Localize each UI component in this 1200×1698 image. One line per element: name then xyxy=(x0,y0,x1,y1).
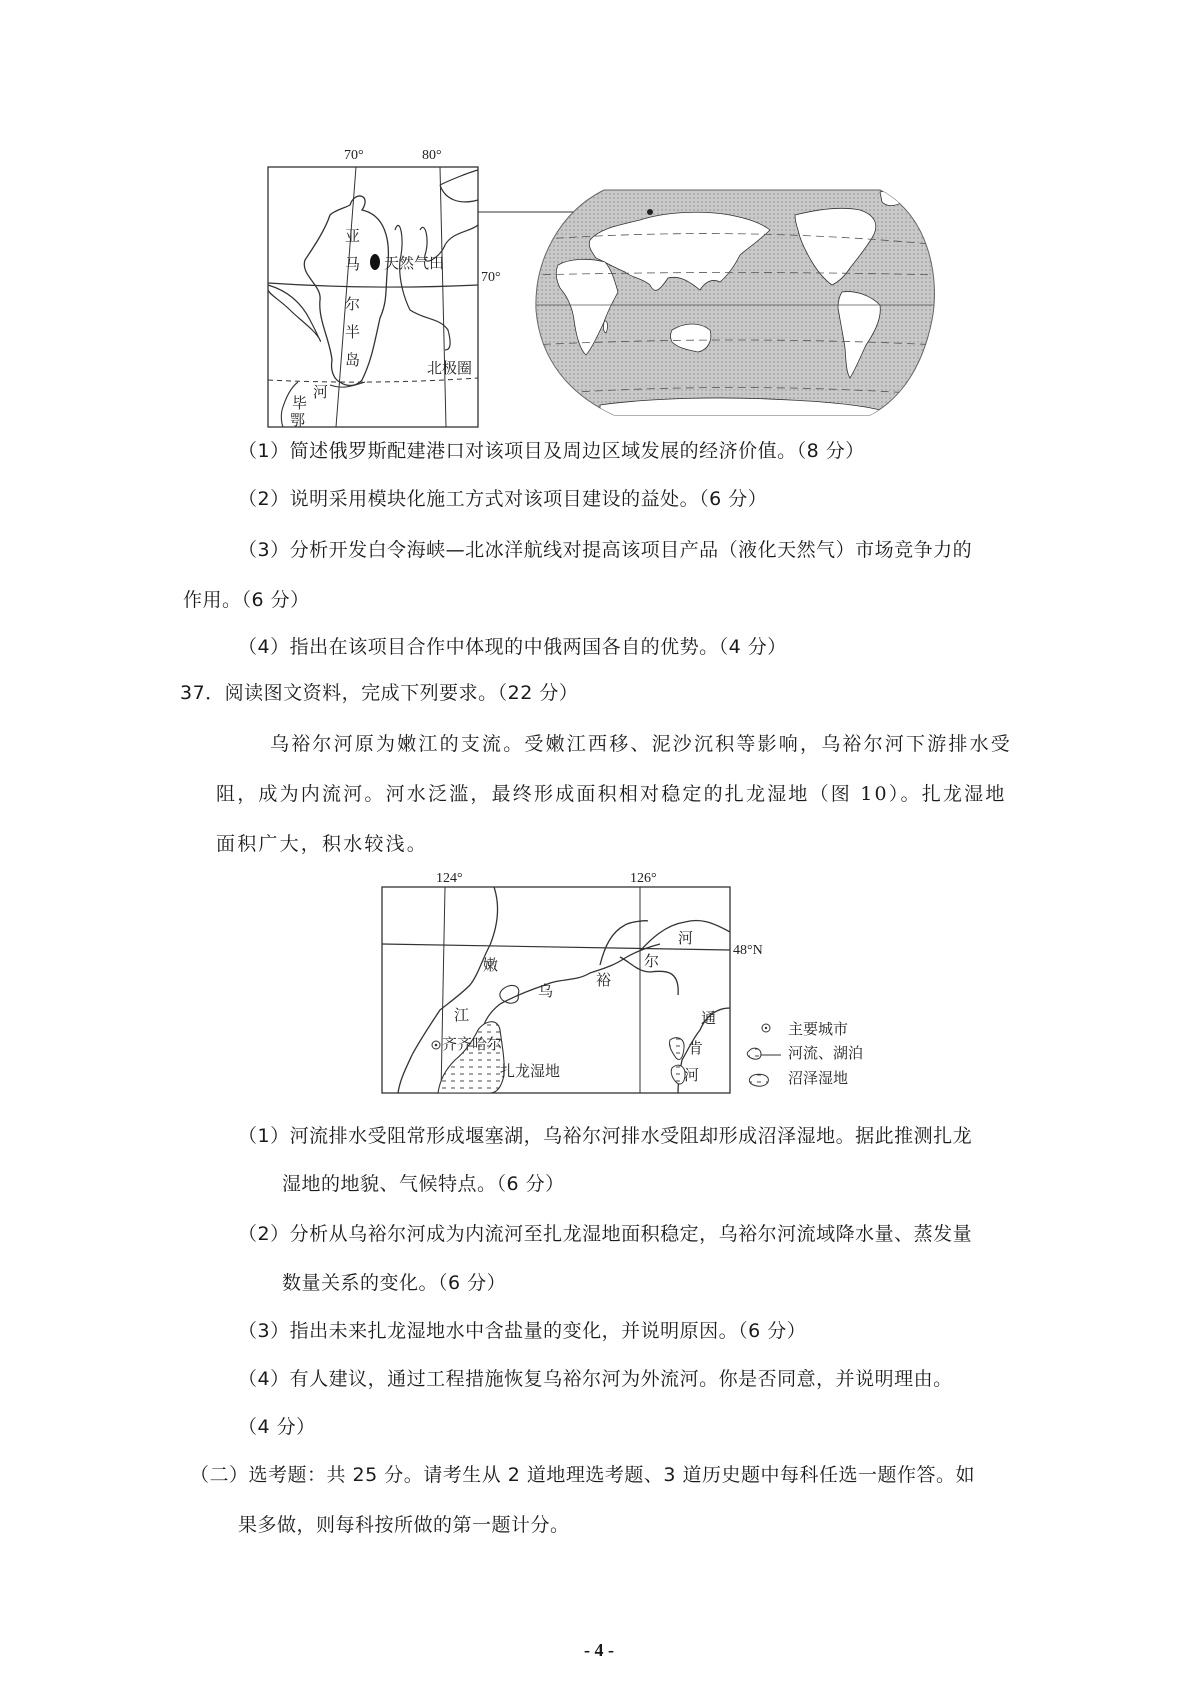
fig10-lon-124: 124° xyxy=(436,871,463,886)
river-label-e: 鄂 xyxy=(290,411,306,429)
q37-para-line3: 面积广大，积水较浅。 xyxy=(216,833,429,855)
legend-river-lake-icon xyxy=(745,1046,785,1064)
q36-sub2: （2）说明采用模块化施工方式对该项目建设的益处。（6 分） xyxy=(238,488,768,510)
wuyuer-label-3: 尔 xyxy=(644,952,660,970)
river-label-bi: 毕 xyxy=(292,394,308,412)
peninsula-label-5: 岛 xyxy=(345,351,361,369)
q37-sub1-line2: 湿地的地貌、气候特点。（6 分） xyxy=(282,1173,565,1195)
legend-city-icon xyxy=(760,1022,774,1036)
inset-lon-80: 80° xyxy=(422,148,442,163)
q37-sub4-line2: （4 分） xyxy=(238,1416,316,1438)
q37-para-line2: 阻，成为内流河。河水泛滥，最终形成面积相对稳定的扎龙湿地（图 10）。扎龙湿地 xyxy=(216,783,1007,805)
fig10-lat-48n: 48°N xyxy=(733,943,763,958)
q37-sub2-line1: （2）分析从乌裕尔河成为内流河至扎龙湿地面积稳定，乌裕尔河流域降水量、蒸发量 xyxy=(238,1223,973,1245)
section2-line1: （二）选考题：共 25 分。请考生从 2 道地理选考题、3 道历史题中每科任选一题作答。如 xyxy=(190,1464,976,1486)
q36-sub4: （4）指出在该项目合作中体现的中俄两国各自的优势。（4 分） xyxy=(238,636,787,658)
q37-sub1-line1: （1）河流排水受阻常形成堰塞湖，乌裕尔河排水受阻却形成沼泽湿地。据此推测扎龙 xyxy=(238,1125,973,1147)
q36-sub1: （1）简述俄罗斯配建港口对该项目及周边区域发展的经济价值。（8 分） xyxy=(238,440,865,462)
peninsula-label-4: 半 xyxy=(345,323,361,341)
legend-marsh-label: 沼泽湿地 xyxy=(788,1069,849,1087)
q37-sub2-line2: 数量关系的变化。（6 分） xyxy=(282,1272,507,1294)
legend-city-label: 主要城市 xyxy=(788,1020,849,1038)
q37-para-line1: 乌裕尔河原为嫩江的支流。受嫩江西移、泥沙沉积等影响，乌裕尔河下游排水受 xyxy=(270,733,1013,755)
qiqihar-label: 齐齐哈尔 xyxy=(442,1035,503,1053)
legend-river-lake-label: 河流、湖泊 xyxy=(788,1044,864,1062)
nenjiang-label-1: 嫩 xyxy=(483,956,499,974)
q37-sub3: （3）指出未来扎龙湿地水中含盐量的变化，并说明原因。（6 分） xyxy=(238,1320,807,1342)
gas-field-label: 天然气田 xyxy=(384,254,445,272)
wuyuer-label-2: 裕 xyxy=(596,971,612,989)
q36-sub3-line2: 作用。（6 分） xyxy=(183,589,310,611)
inset-lat-70: 70° xyxy=(481,270,501,285)
tongken-label-3: 河 xyxy=(684,1066,700,1084)
legend-marsh-icon xyxy=(747,1072,771,1090)
arctic-circle-label: 北极圈 xyxy=(427,359,473,377)
peninsula-label-3: 尔 xyxy=(345,295,361,313)
nenjiang-label-2: 江 xyxy=(454,1006,470,1024)
tongken-label-2: 肯 xyxy=(688,1039,704,1057)
zhalong-wetland-label: 扎龙湿地 xyxy=(500,1062,561,1080)
q37-heading: 37．阅读图文资料，完成下列要求。（22 分） xyxy=(180,682,579,704)
river-label-he: 河 xyxy=(313,383,329,401)
q37-sub4-line1: （4）有人建议，通过工程措施恢复乌裕尔河为外流河。你是否同意，并说明理由。 xyxy=(238,1368,953,1390)
inset-lon-70: 70° xyxy=(344,148,364,163)
section2-line2: 果多做，则每科按所做的第一题计分。 xyxy=(238,1514,570,1536)
wuyuer-label-1: 乌 xyxy=(538,982,554,1000)
peninsula-label-2: 马 xyxy=(345,255,361,273)
page-number: - 4 - xyxy=(584,1640,614,1660)
peninsula-label-1: 亚 xyxy=(345,227,361,245)
fig10-lon-126: 126° xyxy=(630,871,657,886)
wuyuer-label-4: 河 xyxy=(678,929,694,947)
q36-sub3-line1: （3）分析开发白令海峡—北冰洋航线对提高该项目产品（液化天然气）市场竞争力的 xyxy=(238,539,973,561)
tongken-label-1: 通 xyxy=(701,1009,717,1027)
